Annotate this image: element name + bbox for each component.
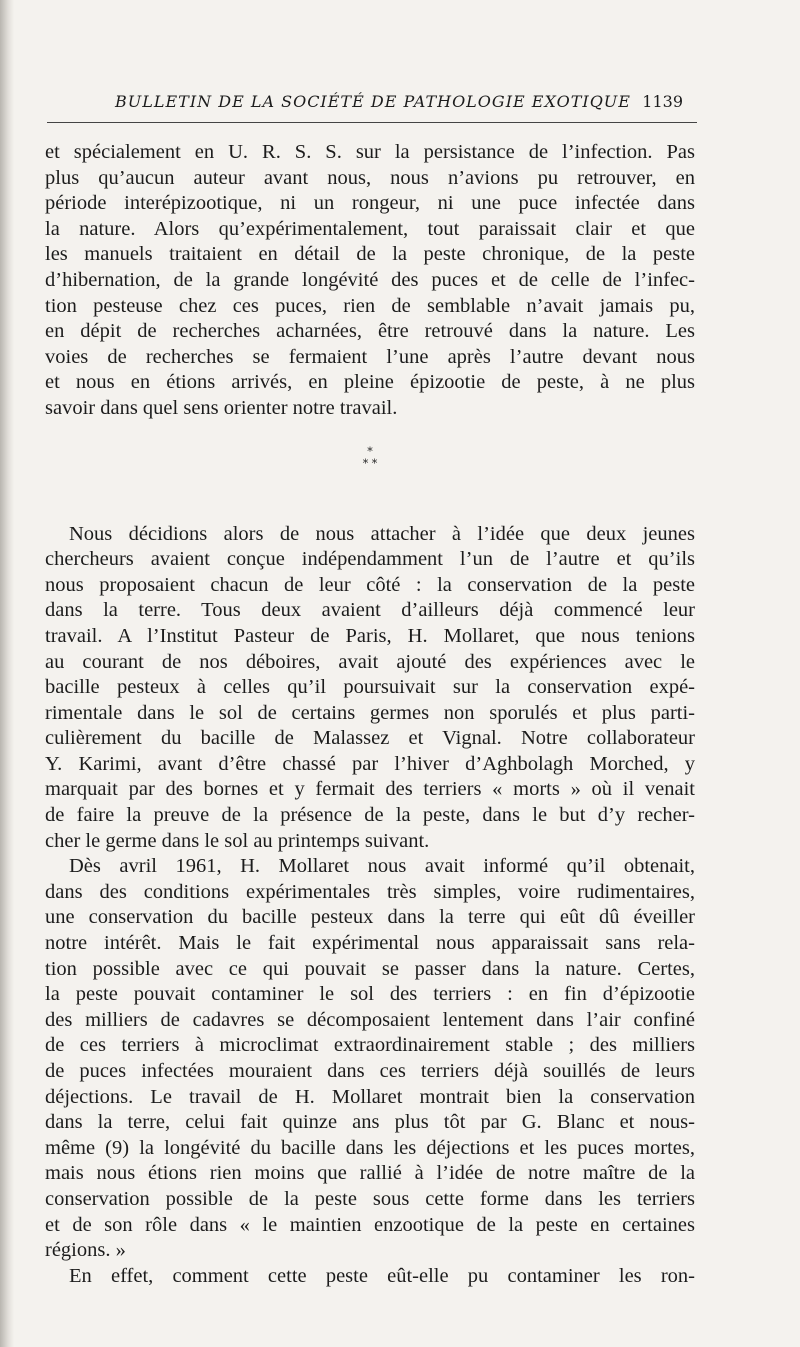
paragraph-2	[45, 522, 695, 855]
section-separator	[45, 422, 695, 522]
text-line: d’hibernation, de la grande longévité des puces et de celle de l’infec-	[45, 268, 695, 291]
text-line: voies de recherches se fermaient l’une après l’autre devant nous	[45, 345, 695, 368]
text-line: nous proposaient chacun de leur côté : la conservation de la peste	[45, 573, 695, 596]
text-line: les manuels traitaient en détail de la peste chronique, de la peste	[45, 243, 695, 266]
text-line: de puces infectées mouraient dans ces terriers déjà souillés de leurs	[45, 1060, 695, 1082]
text-line: notre intérêt. Mais le fait expérimental nous apparaissait sans rela-	[45, 932, 695, 955]
article-body	[45, 140, 695, 1289]
text-line: Dès avril 1961, H. Mollaret nous avait informé qu’il obtenait,	[69, 855, 695, 878]
text-line: une conservation du bacille pesteux dans la terre qui eût dû éveiller	[45, 906, 695, 929]
text-line: au courant de nos déboires, avait ajouté des expériences avec le	[45, 650, 695, 673]
text-line: même (9) la longévité du bacille dans les déjections et les puces mortes,	[45, 1136, 695, 1159]
text-line: des milliers de cadavres se décomposaient lentement dans l’air confiné	[45, 1008, 695, 1031]
text-line: dans la terre. Tous deux avaient d’ailleurs déjà commencé leur	[45, 599, 695, 622]
text-line: la nature. Alors qu’expérimentalement, tout paraissait clair et que	[45, 217, 695, 240]
text-line: déjections. Le travail de H. Mollaret montrait bien la conservation	[45, 1085, 695, 1108]
text-line: marquait par des bornes et y fermait des terriers « morts » où il venait	[45, 778, 695, 801]
text-line: en dépit de recherches acharnées, être retrouvé dans la nature. Les	[45, 320, 695, 343]
asterism	[45, 446, 695, 470]
text-line: tion possible avec ce qui pouvait se passer dans la nature. Certes,	[45, 957, 695, 980]
text-line: Y. Karimi, avant d’être chassé par l’hiver d’Aghbolagh Morched, y	[45, 752, 695, 775]
text-line: régions. »	[45, 1239, 126, 1262]
text-line: de ces terriers à microclimat extraordinairement stable ; des milliers	[45, 1034, 695, 1057]
text-line: savoir dans quel sens orienter notre travail.	[45, 396, 398, 419]
asterism-bottom: * *	[362, 456, 378, 470]
paragraph-4	[45, 1264, 695, 1290]
text-line: et de son rôle dans « le maintien enzootique de la peste en certaines	[45, 1213, 695, 1236]
text-line: période interépizootique, ni un rongeur, ni une puce infectée dans	[45, 192, 695, 215]
text-line: rimentale dans le sol de certains germes non sporulés et plus parti-	[45, 701, 695, 724]
text-line: cher le germe dans le sol au printemps suivant.	[45, 829, 430, 852]
text-line: dans des conditions expérimentales très simples, voire rudimentaires,	[45, 880, 695, 903]
page-number: 1139	[642, 92, 683, 111]
text-line: et spécialement en U. R. S. S. sur la persistance de l’infection. Pas	[45, 141, 695, 163]
asterism-top: *	[367, 444, 373, 458]
text-line: En effet, comment cette peste eût-elle pu contaminer les ron-	[69, 1264, 695, 1287]
text-line: la peste pouvait contaminer le sol des terriers : en fin d’épizootie	[45, 983, 695, 1006]
text-line: chercheurs avaient conçue indépendamment l’un de l’autre et qu’ils	[45, 548, 695, 571]
paragraph-3	[45, 854, 695, 1264]
text-line: bacille pesteux à celles qu’il poursuivait sur la conservation expé-	[45, 676, 695, 699]
page-binding-edge	[0, 0, 14, 1347]
text-line: tion pesteuse chez ces puces, rien de semblable n’avait jamais pu,	[45, 294, 695, 317]
text-line: travail. A l’Institut Pasteur de Paris, H. Mollaret, que nous tenions	[45, 624, 695, 647]
text-line: plus qu’aucun auteur avant nous, nous n’avions pu retrouver, en	[45, 166, 695, 189]
text-line: dans la terre, celui fait quinze ans plus tôt par G. Blanc et nous-	[45, 1111, 695, 1134]
text-line: mais nous étions rien moins que rallié à l’idée de notre maître de la	[45, 1162, 695, 1185]
running-title: BULLETIN DE LA SOCIÉTÉ DE PATHOLOGIE EXOTIQUE	[115, 92, 631, 111]
running-header	[47, 92, 697, 123]
text-line: Nous décidions alors de nous attacher à l’idée que deux jeunes	[69, 522, 695, 545]
text-line: de faire la preuve de la présence de la peste, dans le but d’y recher-	[45, 804, 695, 827]
text-line: et nous en étions arrivés, en pleine épizootie de peste, à ne plus	[45, 371, 695, 394]
text-line: conservation possible de la peste sous cette forme dans les terriers	[45, 1187, 695, 1210]
paragraph-1	[45, 140, 695, 422]
text-line: culièrement du bacille de Malassez et Vignal. Notre collaborateur	[45, 727, 695, 750]
